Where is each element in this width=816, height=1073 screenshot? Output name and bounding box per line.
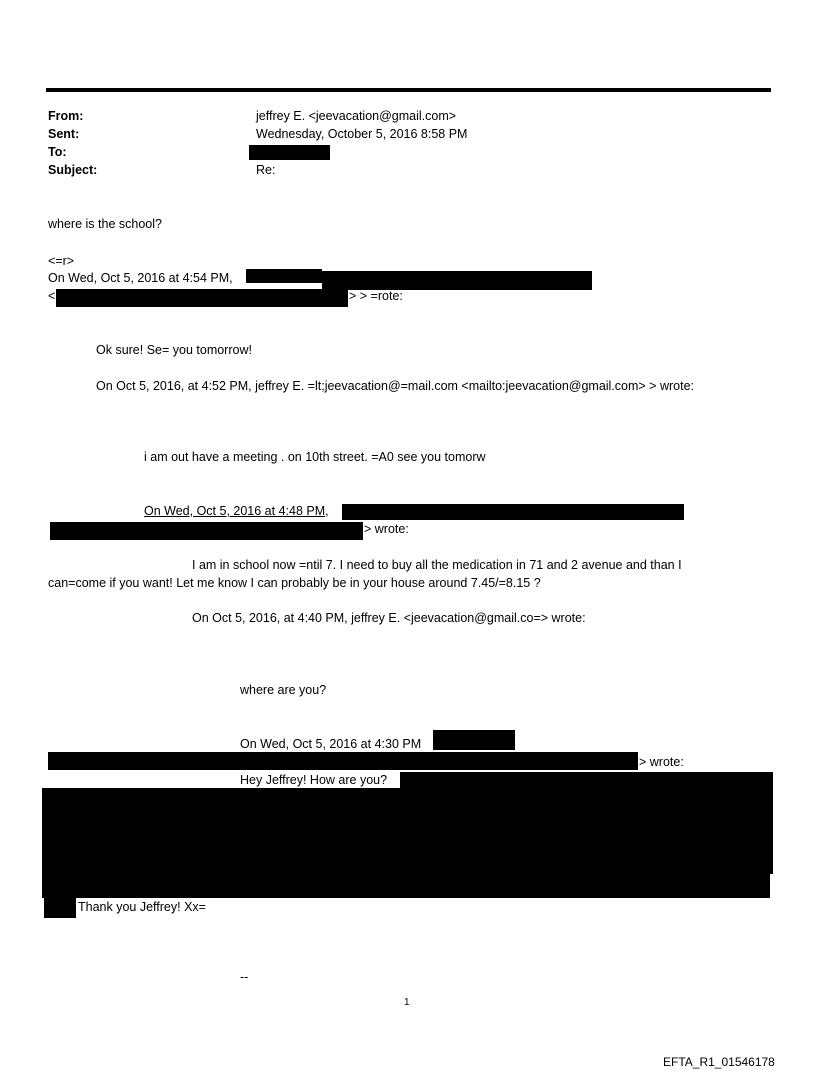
body-line-1: where is the school?: [48, 217, 162, 231]
subject-value: Re:: [256, 163, 276, 177]
redaction-sender-3: [433, 730, 515, 750]
body-line-15: > wrote:: [639, 755, 684, 769]
body-line-6: On Oct 5, 2016, at 4:52 PM, jeffrey E. =lt;jeevacation@=mail.com <mailto:jeevacation@gmail.com> > wrote:: [96, 379, 694, 393]
body-line-17: Thank you Jeffrey! Xx=: [78, 900, 206, 914]
redaction-email-3: [48, 752, 638, 770]
from-value: jeffrey E. <jeevacation@gmail.com>: [256, 109, 457, 123]
body-line-18: --: [240, 970, 249, 984]
body-line-3: On Wed, Oct 5, 2016 at 4:54 PM,: [48, 271, 233, 285]
document-id: EFTA_R1_01546178: [663, 1055, 775, 1069]
redaction-message-4: [44, 896, 76, 918]
body-line-7: i am out have a meeting . on 10th street. =A0 see you tomorw: [144, 450, 486, 464]
body-line-16: Hey Jeffrey! How are you?: [240, 773, 388, 787]
sent-value: Wednesday, October 5, 2016 8:58 PM: [256, 127, 468, 141]
body-line-4a: <: [48, 289, 56, 303]
body-line-13: where are you?: [240, 683, 327, 697]
body-line-12: On Oct 5, 2016, at 4:40 PM, jeffrey E. <jeevacation@gmail.co=> wrote:: [192, 611, 586, 625]
page-number: 1: [404, 997, 410, 1008]
body-line-5: Ok sure! Se= you tomorrow!: [96, 343, 252, 357]
redaction-message-3: [42, 872, 770, 898]
subject-label: Subject:: [48, 163, 98, 177]
body-line-9: > wrote:: [364, 522, 409, 536]
redaction-sender-2: [342, 504, 684, 520]
body-line-8: On Wed, Oct 5, 2016 at 4:48 PM,: [144, 504, 329, 518]
body-line-10: I am in school now =ntil 7. I need to buy all the medication in 71 and 2 avenue and than I: [192, 558, 682, 572]
redaction-email-1: [56, 289, 348, 307]
to-label: To:: [48, 145, 67, 159]
redaction-sender-1a: [246, 269, 322, 283]
header-rule: [46, 88, 771, 92]
body-line-11: can=come if you want! Let me know I can probably be in your house around 7.45/=8.15 ?: [48, 576, 541, 590]
body-line-14: On Wed, Oct 5, 2016 at 4:30 PM: [240, 737, 422, 751]
redaction-message-2: [42, 788, 773, 874]
redaction-to: [249, 145, 330, 160]
body-line-2: <=r>: [48, 254, 75, 268]
sent-label: Sent:: [48, 127, 80, 141]
from-label: From:: [48, 109, 84, 123]
body-line-4b: > > =rote:: [349, 289, 403, 303]
redaction-sender-1b: [322, 271, 592, 290]
redaction-email-2: [50, 522, 363, 540]
